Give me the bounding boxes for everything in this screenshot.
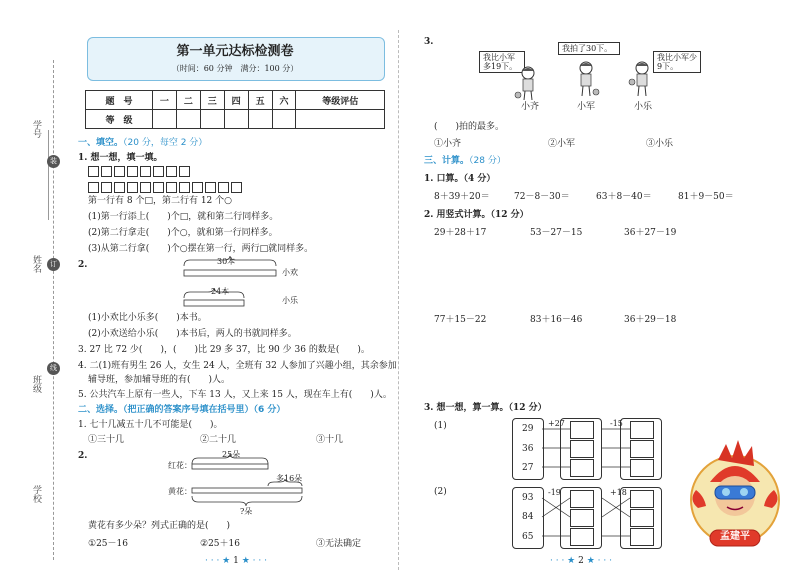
section3-heading: 三、计算。（28 分） [424,156,506,166]
binder-badge-zhuang: 装 [47,155,60,168]
score-header: 三 [200,91,224,110]
chain2-input: 93 [522,493,534,503]
label-question: ?朵 [240,507,253,516]
page-number-left: · · · ★ 1 ★ · · · [205,556,267,566]
oral-calc-1: 8＋39＋20＝ [434,192,490,202]
page-divider [398,30,399,570]
chain1-op1: +27 [548,419,565,428]
sec2-q2-opt1: ①25－16 [88,539,128,549]
score-table-header-row [86,91,385,110]
child-figure-xiaole [628,60,656,100]
label-more16: 多16朵 [276,474,303,483]
chain1-input: 36 [522,444,534,454]
sec1-q2-a: (1)小欢比小乐多( )本书。 [88,313,207,323]
sec3-q1-title: 1. 口算。（4 分） [424,174,496,184]
score-header: 六 [272,91,296,110]
name-xiaojun: 小军 [577,102,596,112]
sec1-q1-c: (3)从第二行拿( )个○摆在第一行，两行□就同样多。 [88,244,314,254]
sec3-q2-title: 2. 用竖式计算。（12 分） [424,210,529,220]
chain1-arrows [540,418,635,478]
grade-label: 等 级 [86,110,153,129]
binder-badge-ding: 订 [47,258,60,271]
mascot-logo [680,430,790,565]
chain1-input: 27 [522,463,534,473]
square-row [88,166,192,177]
q3-num: 3. [424,37,434,47]
vertical-calc-1: 29＋28＋17 [434,228,487,238]
sec1-q1-title: 1. 想一想，填一填。 [78,153,163,163]
chain2-label: (2) [434,487,447,497]
vertical-calc-3: 36＋27－19 [624,228,677,238]
vertical-calc-5: 83＋16－46 [530,315,583,325]
sec1-q1-a: (1)第一行添上( )个□，就和第二行同样多。 [88,212,279,222]
score-header: 五 [248,91,272,110]
sec1-q4-a: 4. 二(1)班有男生 26 人，女生 24 人，全班有 32 人参加了兴趣小组，其余参加 [78,361,397,371]
sec1-q2-b: (2)小欢送给小乐( )本书后，两人的书就同样多。 [88,329,297,339]
speech-bubble-xiaojun: 我拍了30下。 [558,42,620,55]
book-bar-diagram [170,256,310,316]
chain2-input: 65 [522,532,534,542]
sec1-q2-num: 2. [78,260,88,270]
name-xiaoqi: 小齐 [521,102,540,112]
label-red-flower: 红花： [168,461,192,470]
grade-cell[interactable] [296,110,385,129]
vertical-calc-2: 53－27－15 [530,228,583,238]
score-header: 二 [176,91,200,110]
binder-label-class: 班级 [31,375,41,393]
score-header: 四 [224,91,248,110]
sec2-q1: 1. 七十几减五十几不可能是( )。 [78,420,223,430]
oral-calc-3: 63＋8－40＝ [596,192,652,202]
sec2-q2-opt2: ②25＋16 [200,539,240,549]
grade-cell[interactable] [152,110,176,129]
binder-label-student-id: 学号 [31,120,41,138]
vertical-calc-4: 77＋15－22 [434,315,487,325]
binder-label-school: 学校 [31,485,41,503]
chain2-arrows [540,487,635,547]
sec1-q1-b: (2)第二行拿走( )个○，就和第一行同样多。 [88,228,278,238]
label-24: 24本 [211,287,230,296]
binding-line [53,60,54,560]
section1-heading: 一、填空。（20 分，每空 2 分） [78,138,208,148]
chain1-op2: -15 [610,419,623,428]
page-number-right: · · · ★ 2 ★ · · · [550,556,612,566]
sec1-q1-line: 第一行有 8 个□，第二行有 12 个○ [88,196,232,206]
label-25: 25朵 [222,450,241,459]
section2-heading: 二、选择。（把正确的答案序号填在括号里）（6 分） [78,405,286,415]
sec2-q2-opt3: ③无法确定 [316,539,362,549]
q3-opt3: ③小乐 [646,139,674,149]
q3-question: ( )拍的最多。 [434,122,505,132]
grade-cell[interactable] [224,110,248,129]
speech-bubble-xiaole: 我比小军少9下。 [653,51,701,73]
label-yellow-flower: 黄花： [168,487,192,496]
sec2-q2-num: 2. [78,451,88,461]
child-figure-xiaojun [572,60,600,98]
sec2-q1-opt1: ①三十几 [88,435,125,445]
score-header: 题 号 [86,91,153,110]
sec2-q1-opt3: ③十几 [316,435,344,445]
sec3-q3-title: 3. 想一想，算一算。（12 分） [424,403,547,413]
oral-calc-2: 72－8－30＝ [514,192,570,202]
logo-text: 孟建平 [720,531,750,542]
sec1-q4-b: 辅导班，参加辅导班的有( )人。 [88,375,231,385]
page-subtitle: （时间：60 分钟 满分：100 分） [171,64,299,73]
vertical-calc-6: 36＋29－18 [624,315,677,325]
speech-bubble-xiaoqi: 我比小军多19下。 [479,51,525,73]
grade-cell[interactable] [176,110,200,129]
q3-opt2: ②小军 [548,139,576,149]
score-table [85,90,385,129]
binder-badge-xian: 线 [47,362,60,375]
binder-label-name: 姓名 [31,255,41,273]
square-row-2 [88,182,244,193]
chain1-label: (1) [434,421,447,431]
score-table-grade-row [86,110,385,129]
chain2-op2: +18 [610,488,627,497]
label-30: 30本 [217,257,236,266]
sec1-q3: 3. 27 比 72 少( )，( )比 29 多 37，比 90 少 36 的数是( )。 [78,345,370,355]
sec2-q1-opt2: ②二十几 [200,435,237,445]
name-xiaole: 小乐 [634,102,653,112]
sec2-q2-text: 黄花有多少朵？列式正确的是( ) [88,521,231,531]
grade-cell[interactable] [200,110,224,129]
grade-cell[interactable] [272,110,296,129]
page-title: 第一单元达标检测卷 [176,44,294,59]
chain1-input: 29 [522,424,534,434]
oral-calc-4: 81＋9－50＝ [678,192,734,202]
child-figure-xiaoqi [514,65,542,101]
q3-opt1: ①小齐 [434,139,462,149]
label-xiaole: 小乐 [282,296,298,305]
sec1-q5: 5. 公共汽车上原有一些人，下车 13 人，又上来 15 人，现在车上有( )人。 [78,390,392,400]
chain2-input: 84 [522,512,534,522]
grade-cell[interactable] [248,110,272,129]
score-header: 等级评估 [296,91,385,110]
chain2-op1: -19 [548,488,561,497]
label-xiaohuan: 小欢 [282,268,298,277]
score-header: 一 [152,91,176,110]
